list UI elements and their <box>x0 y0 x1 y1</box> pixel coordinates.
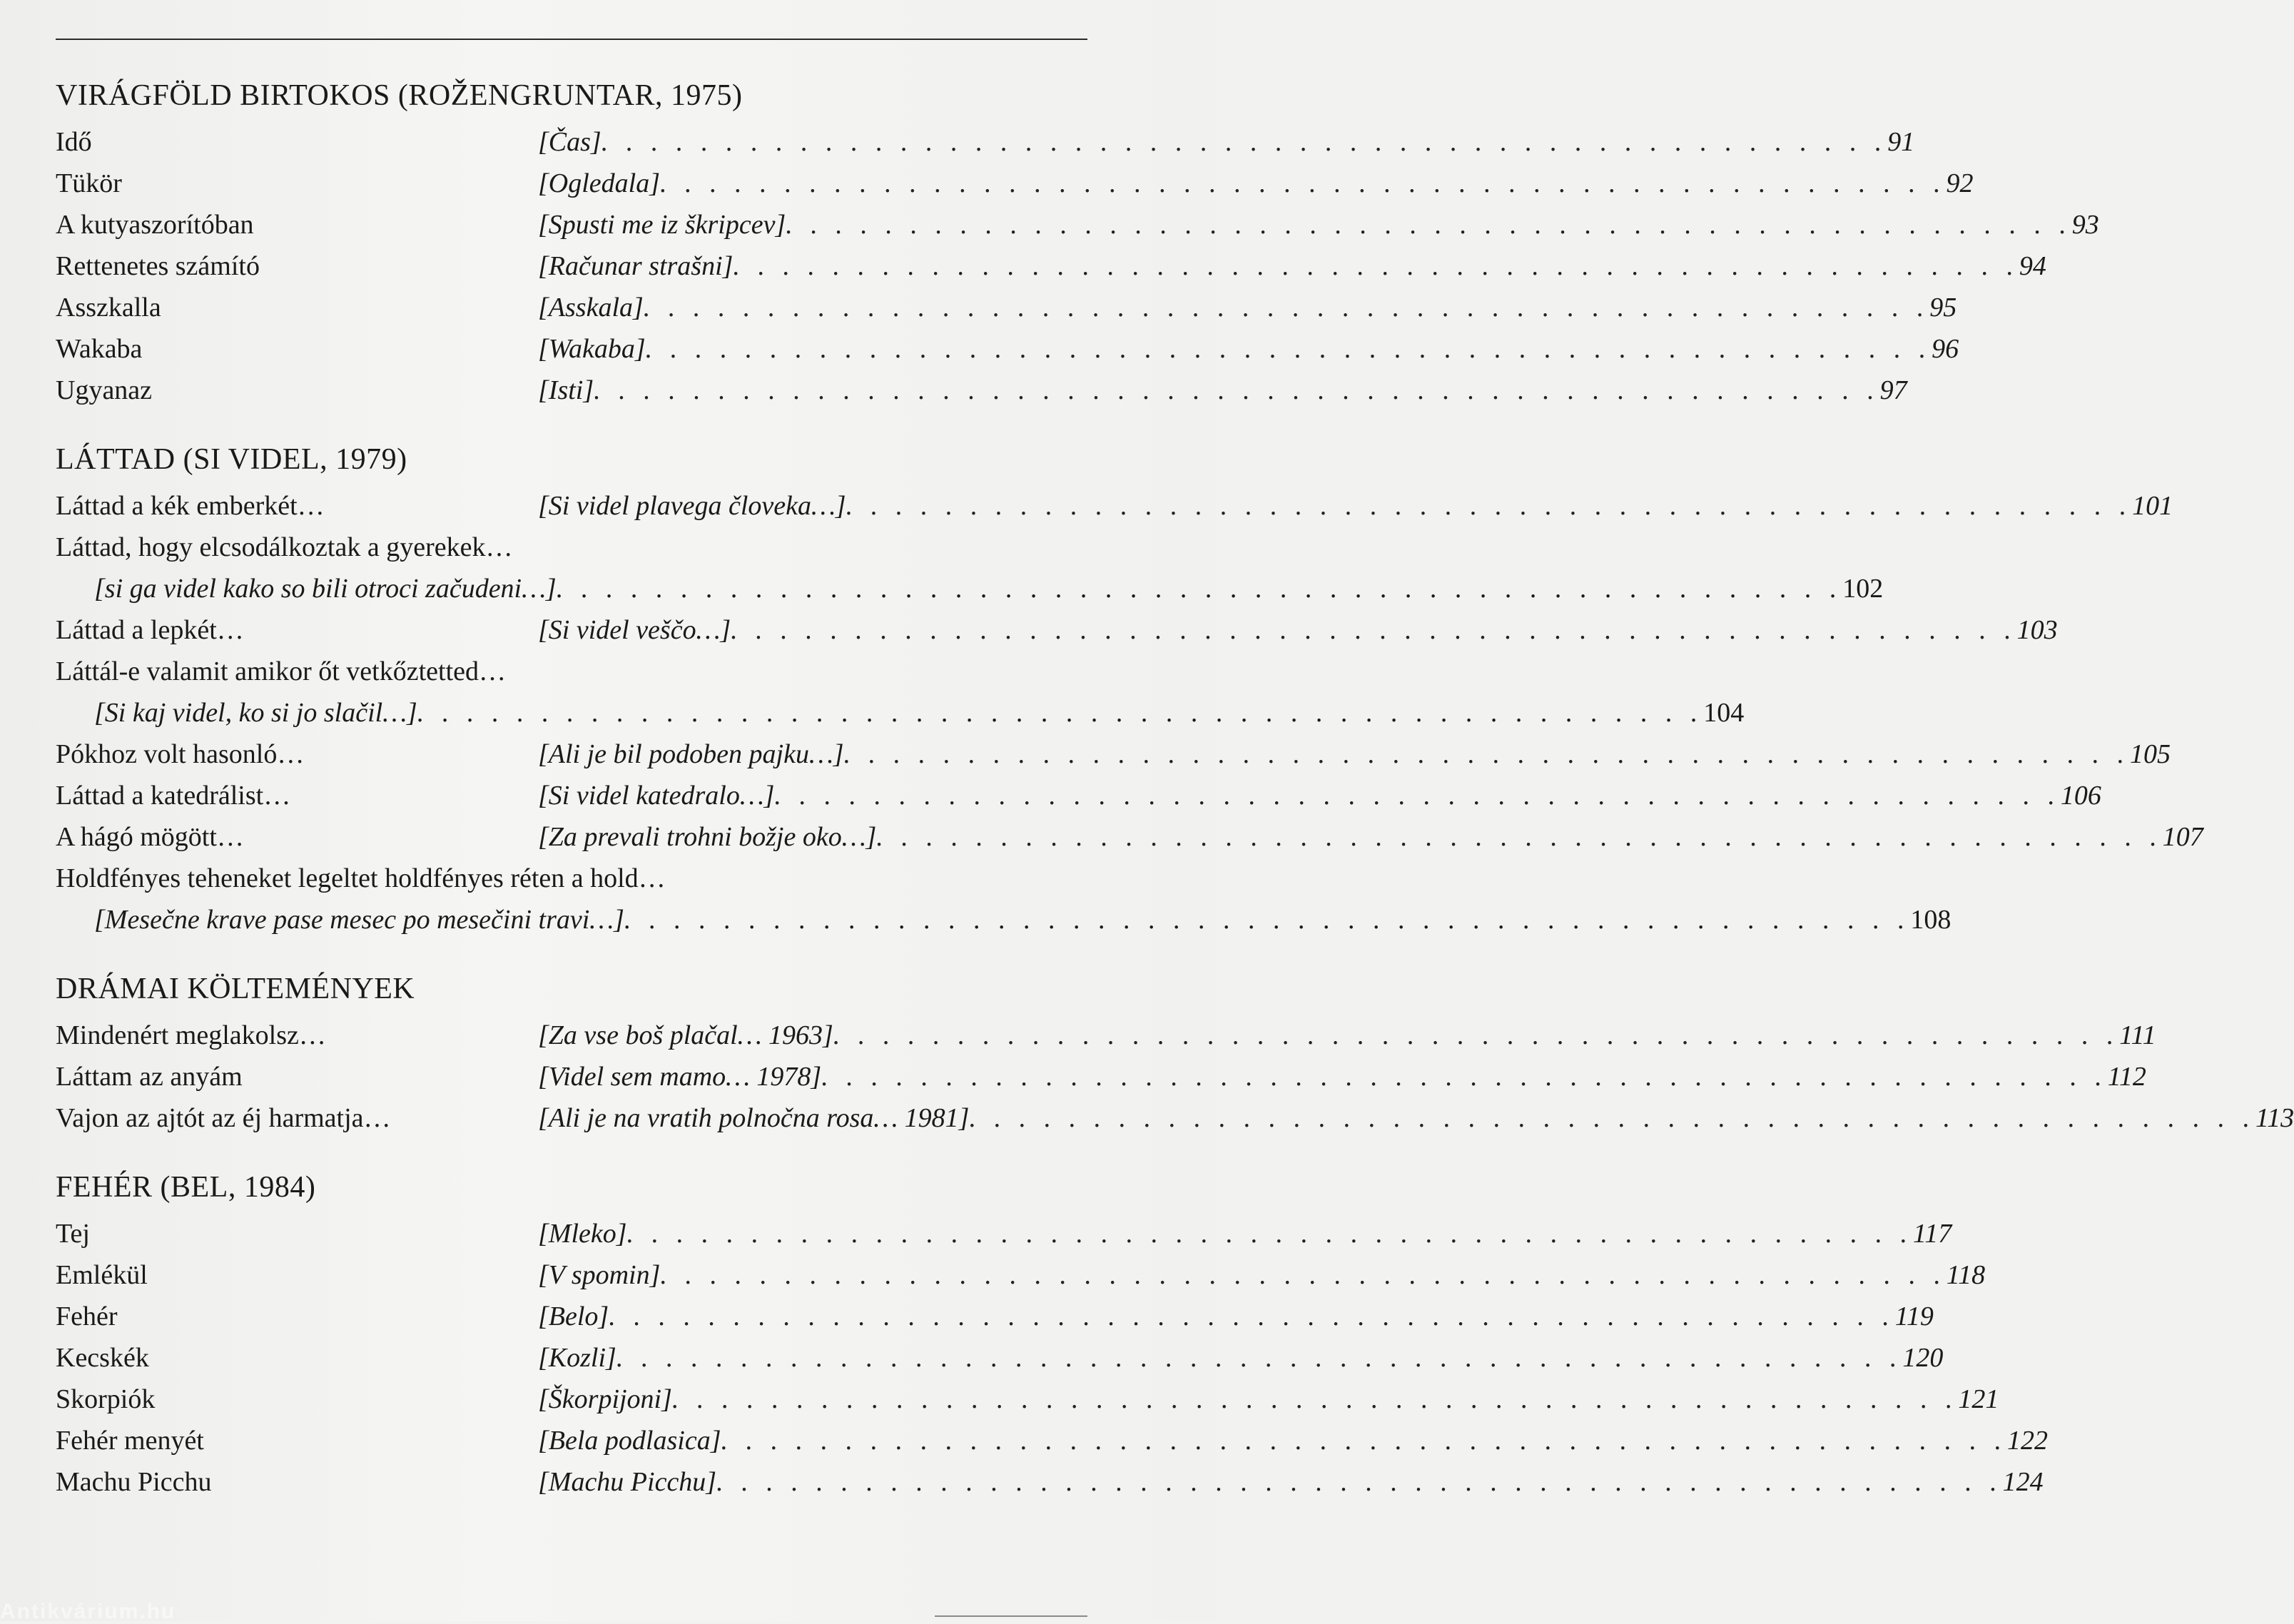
page-number: 122 <box>2006 1426 2048 1456</box>
toc-entry-original <box>56 568 1884 609</box>
toc-entry <box>56 121 1915 163</box>
original-title: [Belo] <box>538 1301 609 1331</box>
page-number: 95 <box>1929 293 1957 323</box>
entry-title: Láttad a katedrálist… <box>56 781 291 811</box>
leader-dots: . . . . . . . . . . . . . . . . . . . . . . . . . . . . . . . . . . . . . . . . . . . . . . . . . . . . <box>609 1301 1895 1331</box>
page-number: 103 <box>2016 615 2058 645</box>
entry-title: Asszkalla <box>56 293 161 323</box>
original-title: [Isti] <box>538 375 594 405</box>
entry-title: Mindenért meglakolsz… <box>56 1020 326 1050</box>
entry-title: Láttál-e valamit amikor őt vetkőztetted… <box>56 656 506 686</box>
original-title: [Asskala] <box>538 293 644 323</box>
original-title: [V spomin] <box>538 1260 661 1290</box>
page-number: 111 <box>2119 1020 2156 1050</box>
entry-title: Kecskék <box>56 1343 149 1373</box>
page-number: 96 <box>1932 334 1959 364</box>
toc-entry <box>56 651 1090 692</box>
page-number: 113 <box>2255 1103 2294 1133</box>
bottom-rule <box>935 1615 1087 1617</box>
toc-entry <box>56 328 1959 370</box>
original-title: [Mesečne krave pase mesec po mesečini travi…] <box>94 905 624 935</box>
entry-title: Láttam az anyám <box>56 1062 243 1092</box>
leader-dots: . . . . . . . . . . . . . . . . . . . . . . . . . . . . . . . . . . . . . . . . . . . . . . . . . . . . <box>594 375 1880 405</box>
entry-title: Vajon az ajtót az éj harmatja… <box>56 1103 391 1133</box>
original-title: [Si videl katedralo…] <box>538 781 775 811</box>
original-title: [Si kaj videl, ko si jo slačil…] <box>94 698 417 728</box>
original-title: [Wakaba] <box>538 334 646 364</box>
toc-entry <box>56 1213 1952 1254</box>
toc-section <box>56 1170 2048 1503</box>
entry-title: Láttad a lepkét… <box>56 615 244 645</box>
leader-dots: . . . . . . . . . . . . . . . . . . . . . . . . . . . . . . . . . . . . . . . . . . . . . . . . . . . . <box>660 1260 1947 1290</box>
entry-title: Tej <box>56 1219 90 1249</box>
original-title: [Za vse boš plačal… 1963] <box>538 1020 833 1050</box>
original-title: [si ga videl kako so bili otroci začudeni…] <box>94 574 557 604</box>
original-title: [Škorpijoni] <box>538 1384 672 1414</box>
leader-dots: . . . . . . . . . . . . . . . . . . . . . . . . . . . . . . . . . . . . . . . . . . . . . . . . . . . . <box>626 1219 1914 1249</box>
toc-entry <box>56 1097 2294 1139</box>
page-number: 106 <box>2060 781 2101 811</box>
leader-dots: . . . . . . . . . . . . . . . . . . . . . . . . . . . . . . . . . . . . . . . . . . . . . . . . . . . . <box>624 905 1911 935</box>
original-title: [Kozli] <box>538 1343 616 1373</box>
toc-entry <box>56 370 1907 411</box>
original-title: [Čas] <box>538 127 602 157</box>
section-title: FEHÉR (BEL, 1984) <box>56 1171 316 1204</box>
page-number: 108 <box>1910 905 1952 935</box>
original-title: [Spusti me iz škripcev] <box>538 210 786 240</box>
leader-dots: . . . . . . . . . . . . . . . . . . . . . . . . . . . . . . . . . . . . . . . . . . . . . . . . . . . . <box>833 1020 2120 1050</box>
toc-entry <box>56 1461 2044 1503</box>
original-title: [Si videl veščo…] <box>538 615 731 645</box>
toc-entry <box>56 734 2171 775</box>
entry-title: Emlékül <box>56 1260 148 1290</box>
original-title: [Bela podlasica] <box>538 1426 721 1456</box>
leader-dots: . . . . . . . . . . . . . . . . . . . . . . . . . . . . . . . . . . . . . . . . . . . . . . . . . . . . <box>645 334 1932 364</box>
table-of-contents <box>56 78 2294 1534</box>
original-title: [Ali je bil podoben pajku…] <box>538 739 844 769</box>
page-number: 120 <box>1902 1343 1944 1373</box>
toc-section <box>56 442 2203 940</box>
leader-dots: . . . . . . . . . . . . . . . . . . . . . . . . . . . . . . . . . . . . . . . . . . . . . . . . . . . . <box>660 168 1947 198</box>
toc-entry <box>56 245 2046 287</box>
toc-entry <box>56 816 2203 858</box>
toc-entry <box>56 1420 2048 1461</box>
page-number: 112 <box>2107 1062 2146 1092</box>
page-number: 119 <box>1894 1301 1934 1331</box>
entry-title: Tükör <box>56 168 122 198</box>
page-number: 102 <box>1842 574 1884 604</box>
page-number: 94 <box>2019 251 2046 281</box>
original-title: [Si videl plavega človeka…] <box>538 491 846 521</box>
leader-dots: . . . . . . . . . . . . . . . . . . . . . . . . . . . . . . . . . . . . . . . . . . . . . . . . . . . . <box>876 822 2163 852</box>
entry-title: Pókhoz volt hasonló… <box>56 739 305 769</box>
toc-entry <box>56 163 1974 204</box>
toc-entry <box>56 858 1090 899</box>
section-title: LÁTTAD (SI VIDEL, 1979) <box>56 443 407 476</box>
leader-dots: . . . . . . . . . . . . . . . . . . . . . . . . . . . . . . . . . . . . . . . . . . . . . . . . . . . . <box>821 1062 2108 1092</box>
entry-title: Rettenetes számító <box>56 251 260 281</box>
page-number: 124 <box>2002 1467 2044 1497</box>
entry-title: Fehér menyét <box>56 1426 204 1456</box>
entry-title: Wakaba <box>56 334 143 364</box>
page-number: 105 <box>2130 739 2171 769</box>
leader-dots: . . . . . . . . . . . . . . . . . . . . . . . . . . . . . . . . . . . . . . . . . . . . . . . . . . . . <box>721 1426 2007 1456</box>
toc-entry <box>56 287 1957 328</box>
entry-title: Láttad a kék emberkét… <box>56 491 325 521</box>
page-number: 92 <box>1946 168 1974 198</box>
entry-title: Skorpiók <box>56 1384 156 1414</box>
leader-dots: . . . . . . . . . . . . . . . . . . . . . . . . . . . . . . . . . . . . . . . . . . . . . . . . . . . . <box>616 1343 1903 1373</box>
leader-dots: . . . . . . . . . . . . . . . . . . . . . . . . . . . . . . . . . . . . . . . . . . . . . . . . . . . . <box>556 574 1843 604</box>
leader-dots: . . . . . . . . . . . . . . . . . . . . . . . . . . . . . . . . . . . . . . . . . . . . . . . . . . . . <box>417 698 1704 728</box>
entry-title: Machu Picchu <box>56 1467 212 1497</box>
entry-title: Ugyanaz <box>56 375 153 405</box>
toc-entry <box>56 1056 2146 1097</box>
toc-entry <box>56 609 2058 651</box>
original-title: [Ogledala] <box>538 168 660 198</box>
original-title: [Ali je na vratih polnočna rosa… 1981] <box>538 1103 970 1133</box>
toc-section <box>56 78 2099 411</box>
toc-section <box>56 972 2294 1139</box>
toc-entry <box>56 527 1090 568</box>
entry-title: Idő <box>56 127 92 157</box>
page-number: 117 <box>1913 1219 1952 1249</box>
toc-entry <box>56 1337 1944 1379</box>
entry-title: A hágó mögött… <box>56 822 244 852</box>
toc-entry-original <box>56 899 1952 940</box>
toc-entry <box>56 775 2101 816</box>
original-title: [Machu Picchu] <box>538 1467 717 1497</box>
leader-dots: . . . . . . . . . . . . . . . . . . . . . . . . . . . . . . . . . . . . . . . . . . . . . . . . . . . . <box>643 293 1930 323</box>
original-title: [Računar strašni] <box>538 251 734 281</box>
original-title: [Mleko] <box>538 1219 627 1249</box>
leader-dots: . . . . . . . . . . . . . . . . . . . . . . . . . . . . . . . . . . . . . . . . . . . . . . . . . . . . <box>786 210 2072 240</box>
leader-dots: . . . . . . . . . . . . . . . . . . . . . . . . . . . . . . . . . . . . . . . . . . . . . . . . . . . . <box>846 491 2133 521</box>
leader-dots: . . . . . . . . . . . . . . . . . . . . . . . . . . . . . . . . . . . . . . . . . . . . . . . . . . . . <box>731 615 2017 645</box>
toc-entry <box>56 1296 1934 1337</box>
watermark-text: Antikvárium.hu <box>0 1600 176 1623</box>
leader-dots: . . . . . . . . . . . . . . . . . . . . . . . . . . . . . . . . . . . . . . . . . . . . . . . . . . . . <box>671 1384 1959 1414</box>
toc-entry <box>56 204 2099 245</box>
page-number: 104 <box>1703 698 1745 728</box>
section-title: VIRÁGFÖLD BIRTOKOS (ROŽENGRUNTAR, 1975) <box>56 79 743 112</box>
page-number: 121 <box>1958 1384 1999 1414</box>
leader-dots: . . . . . . . . . . . . . . . . . . . . . . . . . . . . . . . . . . . . . . . . . . . . . . . . . . . . <box>774 781 2061 811</box>
leader-dots: . . . . . . . . . . . . . . . . . . . . . . . . . . . . . . . . . . . . . . . . . . . . . . . . . . . . <box>716 1467 2003 1497</box>
toc-entry <box>56 1254 1986 1296</box>
toc-entry-original <box>56 692 1745 734</box>
leader-dots: . . . . . . . . . . . . . . . . . . . . . . . . . . . . . . . . . . . . . . . . . . . . . . . . . . . . <box>733 251 2019 281</box>
original-title: [Za prevali trohni božje oko…] <box>538 822 877 852</box>
entry-title: Fehér <box>56 1301 118 1331</box>
leader-dots: . . . . . . . . . . . . . . . . . . . . . . . . . . . . . . . . . . . . . . . . . . . . . . . . . . . . <box>601 127 1888 157</box>
page-number: 107 <box>2162 822 2203 852</box>
toc-entry <box>56 485 2173 527</box>
entry-title: A kutyaszorítóban <box>56 210 254 240</box>
toc-entry <box>56 1015 2156 1056</box>
entry-title: Láttad, hogy elcsodálkoztak a gyerekek… <box>56 532 513 562</box>
original-title: [Videl sem mamo… 1978] <box>538 1062 822 1092</box>
page-number: 101 <box>2132 491 2173 521</box>
page-number: 118 <box>1946 1260 1986 1290</box>
page-number: 91 <box>1887 127 1915 157</box>
toc-entry <box>56 1379 1999 1420</box>
entry-title: Holdfényes teheneket legeltet holdfényes réten a hold… <box>56 863 666 893</box>
section-title: DRÁMAI KÖLTEMÉNYEK <box>56 973 415 1005</box>
leader-dots: . . . . . . . . . . . . . . . . . . . . . . . . . . . . . . . . . . . . . . . . . . . . . . . . . . . . <box>969 1103 2255 1133</box>
top-rule <box>56 39 1087 40</box>
page-number: 97 <box>1879 375 1907 405</box>
leader-dots: . . . . . . . . . . . . . . . . . . . . . . . . . . . . . . . . . . . . . . . . . . . . . . . . . . . . <box>843 739 2131 769</box>
page-number: 93 <box>2071 210 2099 240</box>
